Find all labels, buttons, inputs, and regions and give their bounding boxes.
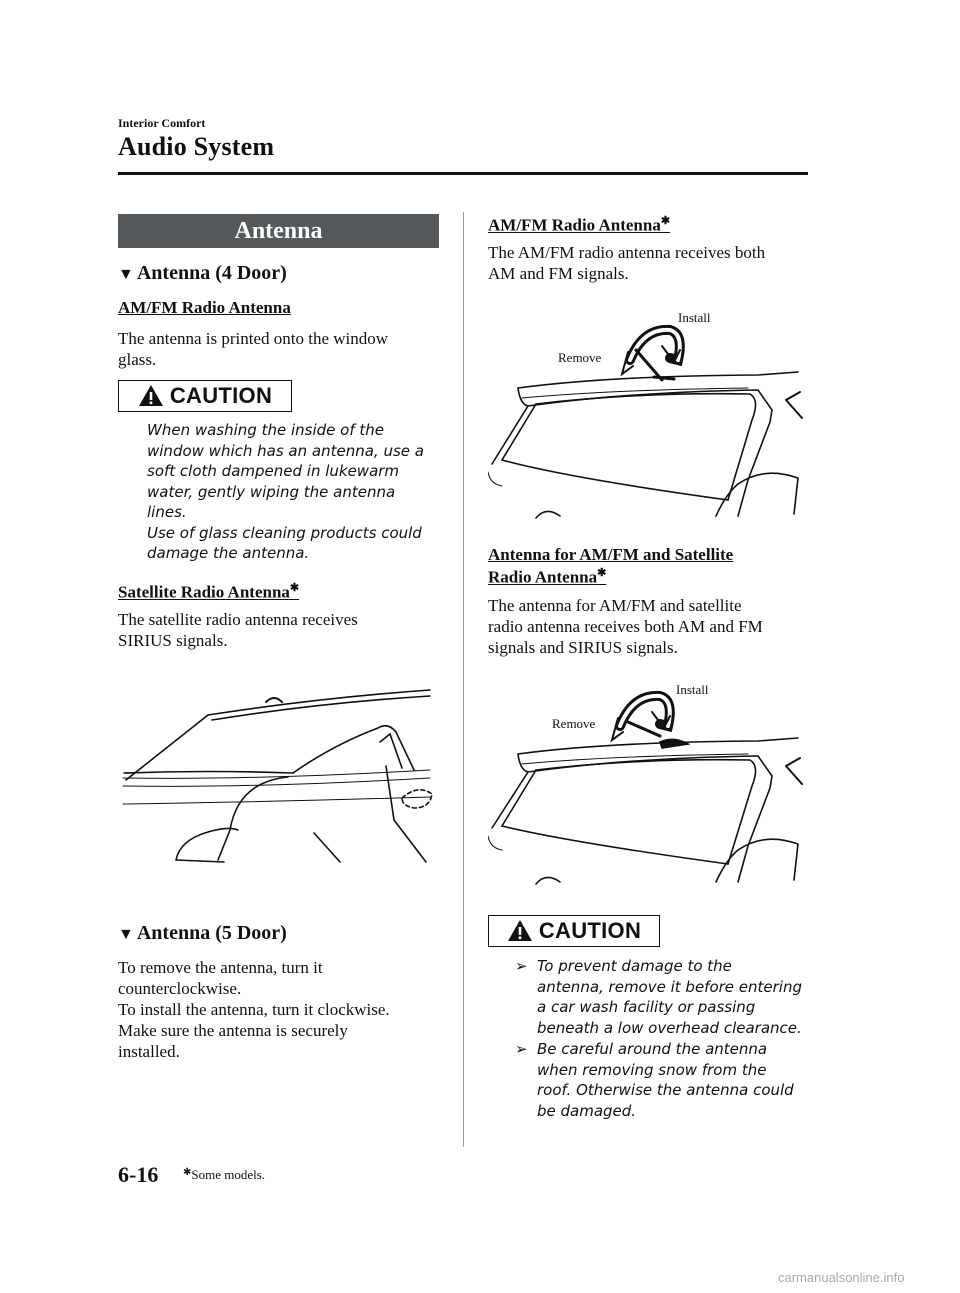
caution-bullet-2: ➢ Be careful around the antenna when removing snow from the roof. Otherwise the antenna could be damaged. bbox=[515, 1040, 794, 1120]
subhead-satellite-4door: Satellite Radio Antenna✱ bbox=[118, 582, 300, 602]
footnote: ✱Some models. bbox=[183, 1167, 266, 1182]
satellite-text: The satellite radio antenna receives SIRIUS signals. bbox=[118, 610, 358, 650]
svg-text:Install: Install bbox=[676, 682, 709, 697]
amfm-text: The AM/FM radio antenna receives both AM and FM signals. bbox=[488, 243, 766, 283]
watermark: carmanualsonline.info bbox=[778, 1270, 905, 1285]
page-number: 6-16 bbox=[118, 1162, 159, 1187]
chapter-title: Audio System bbox=[118, 132, 275, 161]
triangle-icon: ▼ bbox=[118, 926, 134, 943]
printed-antenna-text: The antenna is printed onto the window glass. bbox=[118, 329, 389, 369]
heading-4-door: ▼ Antenna (4 Door) bbox=[118, 262, 287, 284]
header-rule bbox=[118, 172, 808, 175]
triangle-icon: ▼ bbox=[118, 266, 134, 283]
star-icon: ✱ bbox=[289, 582, 300, 594]
antenna-banner: Antenna bbox=[118, 214, 439, 248]
subhead-am-fm-5door: AM/FM Radio Antenna✱ bbox=[488, 215, 671, 235]
sedan-satellite-antenna-illustration bbox=[118, 670, 438, 870]
column-divider bbox=[463, 212, 464, 1147]
warning-icon bbox=[507, 919, 533, 943]
svg-text:Remove: Remove bbox=[558, 350, 602, 365]
hatchback-combo-antenna-illustration bbox=[488, 672, 808, 892]
caution-box-2: CAUTION bbox=[488, 915, 660, 947]
remove-install-text: To remove the antenna, turn it counterclockwise. To install the antenna, turn it clockwise. Make sure the antenna is securely installed. bbox=[118, 958, 390, 1061]
star-icon: ✱ bbox=[183, 1167, 192, 1178]
caution-bullet-1: ➢ To prevent damage to the antenna, remove it before entering a car wash facility or passing beneath a low overhead clearance. bbox=[515, 957, 803, 1037]
caution-box-1: CAUTION bbox=[118, 380, 292, 412]
subhead-am-fm-4door: AM/FM Radio Antenna bbox=[118, 298, 291, 317]
bullet-arrow-icon: ➢ bbox=[515, 957, 528, 975]
heading-5-door: ▼ Antenna (5 Door) bbox=[118, 922, 287, 944]
svg-text:Remove: Remove bbox=[552, 716, 596, 731]
section-label: Interior Comfort bbox=[118, 116, 206, 130]
caution-text-1: When washing the inside of the window which has an antenna, use a soft cloth dampened in lukewarm water, gently wiping the antenna lines. Use of glass cleaning products could damage the antenna. bbox=[147, 421, 424, 562]
star-icon: ✱ bbox=[660, 215, 671, 227]
subhead-combo-line2: Radio Antenna✱ bbox=[488, 567, 607, 587]
star-icon: ✱ bbox=[597, 567, 607, 579]
subhead-combo-line1: Antenna for AM/FM and Satellite bbox=[488, 545, 734, 564]
warning-icon bbox=[138, 384, 164, 408]
combo-text: The antenna for AM/FM and satellite radio antenna receives both AM and FM signals and SIRIUS signals. bbox=[488, 596, 763, 657]
hatchback-amfm-antenna-illustration bbox=[488, 300, 808, 525]
svg-text:Install: Install bbox=[678, 310, 711, 325]
bullet-arrow-icon: ➢ bbox=[515, 1040, 528, 1058]
